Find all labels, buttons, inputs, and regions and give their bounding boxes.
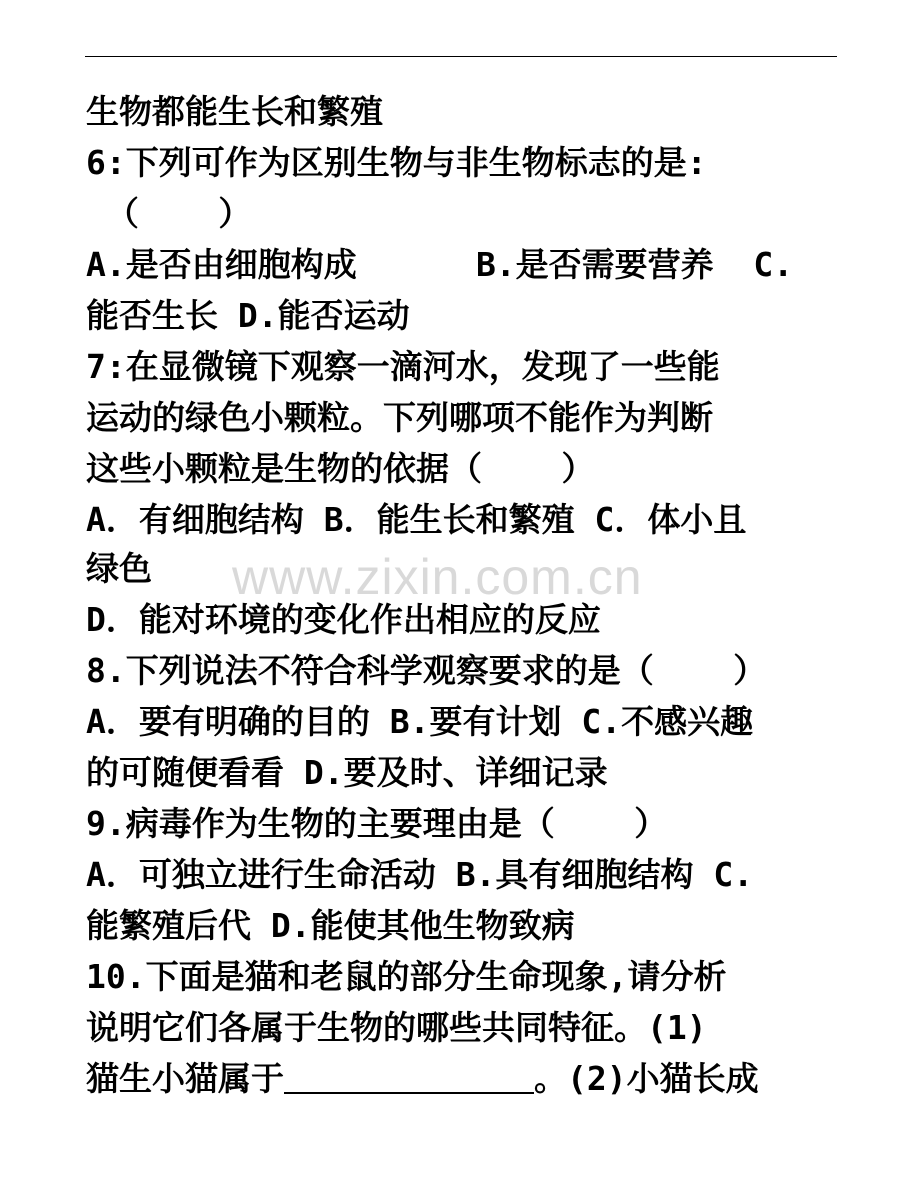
text-line-14: 的可随便看看 D.要及时、详细记录	[86, 753, 608, 792]
text-line-20-before: 猫生小猫属于	[86, 1059, 284, 1098]
text-line-15: 9.病毒作为生物的主要理由是（ ）	[86, 804, 668, 843]
text-line-9: A．有细胞结构 B．能生长和繁殖 C．体小且	[86, 500, 747, 539]
text-line-18: 10.下面是猫和老鼠的部分生命现象,请分析	[86, 957, 727, 996]
text-line-10: 绿色	[86, 549, 152, 588]
answer-blank	[284, 1058, 534, 1094]
text-line-17: 能繁殖后代 D.能使其他生物致病	[86, 906, 575, 945]
text-line-19: 说明它们各属于生物的哪些共同特征。(1)	[86, 1008, 707, 1047]
text-line-20-after: 。(2)小猫长成	[534, 1059, 759, 1098]
text-line-2: 6:下列可作为区别生物与非生物标志的是:	[86, 143, 707, 182]
text-line-1: 生物都能生长和繁殖	[86, 92, 383, 131]
watermark: www.zixin.com.cn	[232, 549, 643, 605]
text-line-7: 运动的绿色小颗粒。下列哪项不能作为判断	[86, 398, 713, 437]
text-line-5: 能否生长 D.能否运动	[86, 296, 410, 335]
text-line-11: D．能对环境的变化作出相应的反应	[86, 600, 601, 639]
text-line-8: 这些小颗粒是生物的依据（ ）	[86, 449, 595, 488]
header-rule	[85, 56, 837, 57]
text-line-20	[86, 1055, 759, 1103]
text-line-13: A．要有明确的目的 B.要有计划 C.不感兴趣	[86, 702, 754, 741]
text-line-16: A．可独立进行生命活动 B.具有细胞结构 C.	[86, 855, 754, 894]
text-line-6: 7:在显微镜下观察一滴河水，发现了一些能	[86, 347, 720, 386]
text-line-3: （ ）	[86, 194, 252, 233]
text-line-4: A.是否由细胞构成 B.是否需要营养 C.	[86, 245, 794, 284]
text-line-12: 8.下列说法不符合科学观察要求的是（ ）	[86, 651, 767, 690]
